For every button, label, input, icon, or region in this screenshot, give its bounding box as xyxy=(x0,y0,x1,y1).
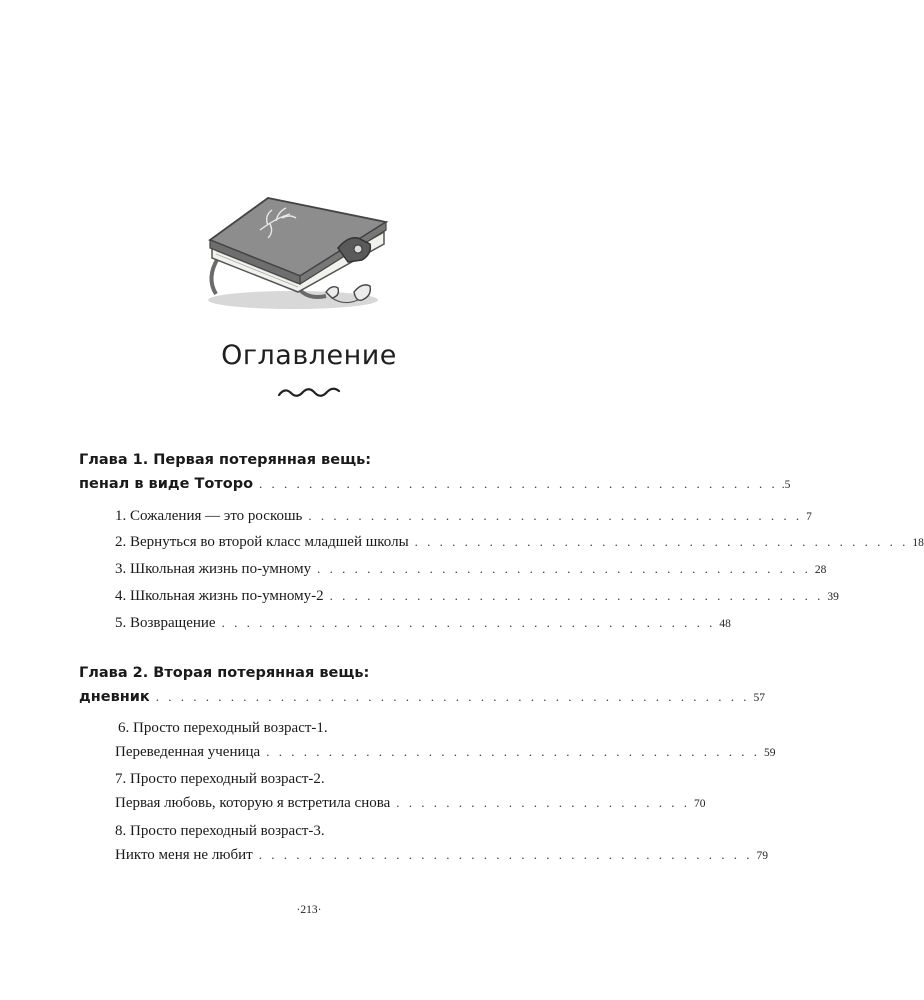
toc-entry[interactable] xyxy=(115,716,776,765)
dot-leader: . . . . . . . . . . . . . . . . . . . . . . . . . . . . . . . . . . . . . . . . xyxy=(414,534,909,549)
entry-page-number: 79 xyxy=(756,850,768,862)
entry-title: 1. Сожаления — это роскошь xyxy=(115,508,303,524)
toc-entry[interactable] xyxy=(115,611,731,636)
chapter-heading[interactable] xyxy=(79,448,791,497)
entry-title: 8. Просто переходный возраст-3. xyxy=(115,823,325,839)
entry-page-number: 48 xyxy=(719,618,731,630)
chapter-subtitle: пенал в виде Тоторо xyxy=(79,476,254,492)
chapter-page-number: .5 xyxy=(781,479,791,491)
page-title: Оглавление xyxy=(221,340,397,371)
dot-leader: . . . . . . . . . . . . . . . . . . . . . . . . . . . . . . . . . . . . . . . . xyxy=(329,588,824,603)
dot-leader: . . . . . . . . . . . . . . . . . . . . . . . . . . . . . . . . . . . . . . . . . . xyxy=(259,476,778,491)
entry-title: 2. Вернуться во второй класс младшей школы xyxy=(115,534,409,550)
dot-leader: . . . . . . . . . . . . . . . . . . . . . . . . xyxy=(396,795,691,810)
entry-page-number: 59 xyxy=(763,747,776,759)
chapter-title: Глава 2. Вторая потерянная вещь: xyxy=(79,665,370,681)
entry-subtitle: Никто меня не любит xyxy=(115,847,253,863)
entry-title: 6. Просто переходный возраст-1. xyxy=(118,720,328,736)
dot-leader: . . . . . . . . . . . . . . . . . . . . . . . . . . . . . . . . . . . . . . . . xyxy=(258,847,753,862)
entry-title: 4. Школьная жизнь по-умному-2 xyxy=(115,588,324,604)
toc-entry[interactable] xyxy=(115,557,827,582)
dot-leader: . . . . . . . . . . . . . . . . . . . . . . . . . . . . . . . . . . . . . . . . xyxy=(221,615,716,630)
chapter-title: Глава 1. Первая потерянная вещь: xyxy=(79,452,372,468)
toc-entry[interactable] xyxy=(115,530,924,555)
entry-subtitle: Переведенная ученица xyxy=(115,744,261,760)
entry-title: 7. Просто переходный возраст-2. xyxy=(115,771,325,787)
entry-page-number: 28 xyxy=(814,564,827,576)
notebook-illustration-icon xyxy=(198,188,398,318)
chapter-title-line xyxy=(79,448,515,472)
dot-leader: . . . . . . . . . . . . . . . . . . . . . . . . . . . . . . . . . . . . . . . . xyxy=(317,561,811,576)
page-number: ·213· xyxy=(296,904,322,916)
toc-entry[interactable] xyxy=(115,584,839,609)
entry-page-number: 7 xyxy=(806,511,812,523)
dot-leader: . . . . . . . . . . . . . . . . . . . . . . . . . . . . . . . . . . . . . . . . xyxy=(266,744,760,759)
chapter-subtitle-line xyxy=(79,685,766,710)
chapter-heading[interactable] xyxy=(79,661,766,710)
entry-subtitle: Первая любовь, которую я встретила снова xyxy=(115,795,391,811)
swash-ornament-icon xyxy=(277,386,341,400)
dot-leader: . . . . . . . . . . . . . . . . . . . . . . . . . . . . . . . . . . . . . . . . . . . . . . . . xyxy=(155,689,750,704)
entry-title: 5. Возвращение xyxy=(115,615,216,631)
chapter-subtitle: дневник xyxy=(79,689,150,705)
toc-entry[interactable] xyxy=(115,767,706,816)
toc-entry[interactable] xyxy=(115,504,812,529)
chapter-title-line xyxy=(79,661,515,685)
dot-leader: . . . . . . . . . . . . . . . . . . . . . . . . . . . . . . . . . . . . . . . . xyxy=(308,508,803,523)
entry-title: 3. Школьная жизнь по-умному xyxy=(115,561,312,577)
toc-entry[interactable] xyxy=(115,819,768,868)
entry-page-number: 39 xyxy=(827,591,839,603)
entry-page-number: 18 xyxy=(912,537,924,549)
chapter-subtitle-line xyxy=(79,472,791,497)
chapter-page-number: 57 xyxy=(753,692,766,704)
entry-page-number: 70 xyxy=(694,798,706,810)
